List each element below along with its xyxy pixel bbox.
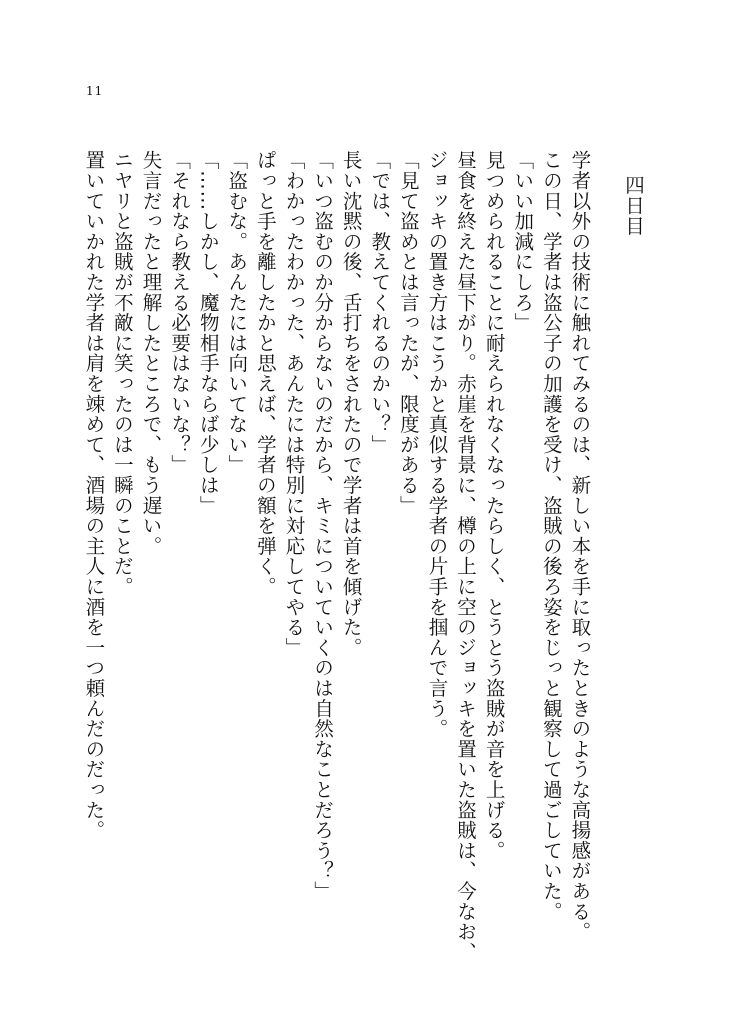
text-line: 見つめられることに耐えられなくなったらしく、とうとう盗賊が音を上げる。 xyxy=(482,150,506,861)
text-line: 長い沈黙の後、舌打ちをされたので学者は首を傾げた。 xyxy=(339,150,363,658)
text-line: 「……しかし、魔物相手ならば少しは」 xyxy=(196,150,220,516)
text-line: 「それなら教える必要はないな？」 xyxy=(168,150,192,475)
text-line: この日、学者は盗公子の加護を受け、盗賊の後ろ姿をじっと観察して過ごしていた。 xyxy=(539,150,563,922)
text-line: ジョッキの置き方はこうかと真似する学者の片手を掴んで言う。 xyxy=(425,150,449,739)
text-line: ニヤリと盗賊が不敵に笑ったのは一瞬のことだ。 xyxy=(110,150,134,597)
vertical-text-body xyxy=(79,150,647,962)
text-line: ぱっと手を離したかと思えば、学者の額を弾く。 xyxy=(253,150,277,597)
text-line: 「では、教えてくれるのかい？」 xyxy=(368,150,392,455)
text-line: 失言だったと理解したところで、もう遅い。 xyxy=(139,150,163,556)
text-line: 「いつ盗むのか分からないのだから、キミについていくのは自然なことだろう？」 xyxy=(311,150,335,902)
text-line: 「いい加減にしろ」 xyxy=(511,150,535,333)
text-line: 「見て盗めとは言ったが、限度がある」 xyxy=(396,150,420,516)
page-number: 11 xyxy=(86,84,104,98)
text-line: 置いていかれた学者は肩を竦めて、酒場の主人に酒を一つ頼んだのだった。 xyxy=(82,150,106,841)
chapter-heading: 四日目 xyxy=(622,175,645,236)
text-line: 昼食を終えた昼下がり。赤崖を背景に、樽の上に空のジョッキを置いた盗賊は、今なお、 xyxy=(454,150,478,962)
text-line: 「盗むな。あんたには向いてない」 xyxy=(225,150,249,475)
text-line: 「わかったわかった、あんたには特別に対応してやる」 xyxy=(282,150,306,658)
text-line: 学者以外の技術に触れてみるのは、新しい本を手に取ったときのような高揚感がある。 xyxy=(568,150,592,942)
